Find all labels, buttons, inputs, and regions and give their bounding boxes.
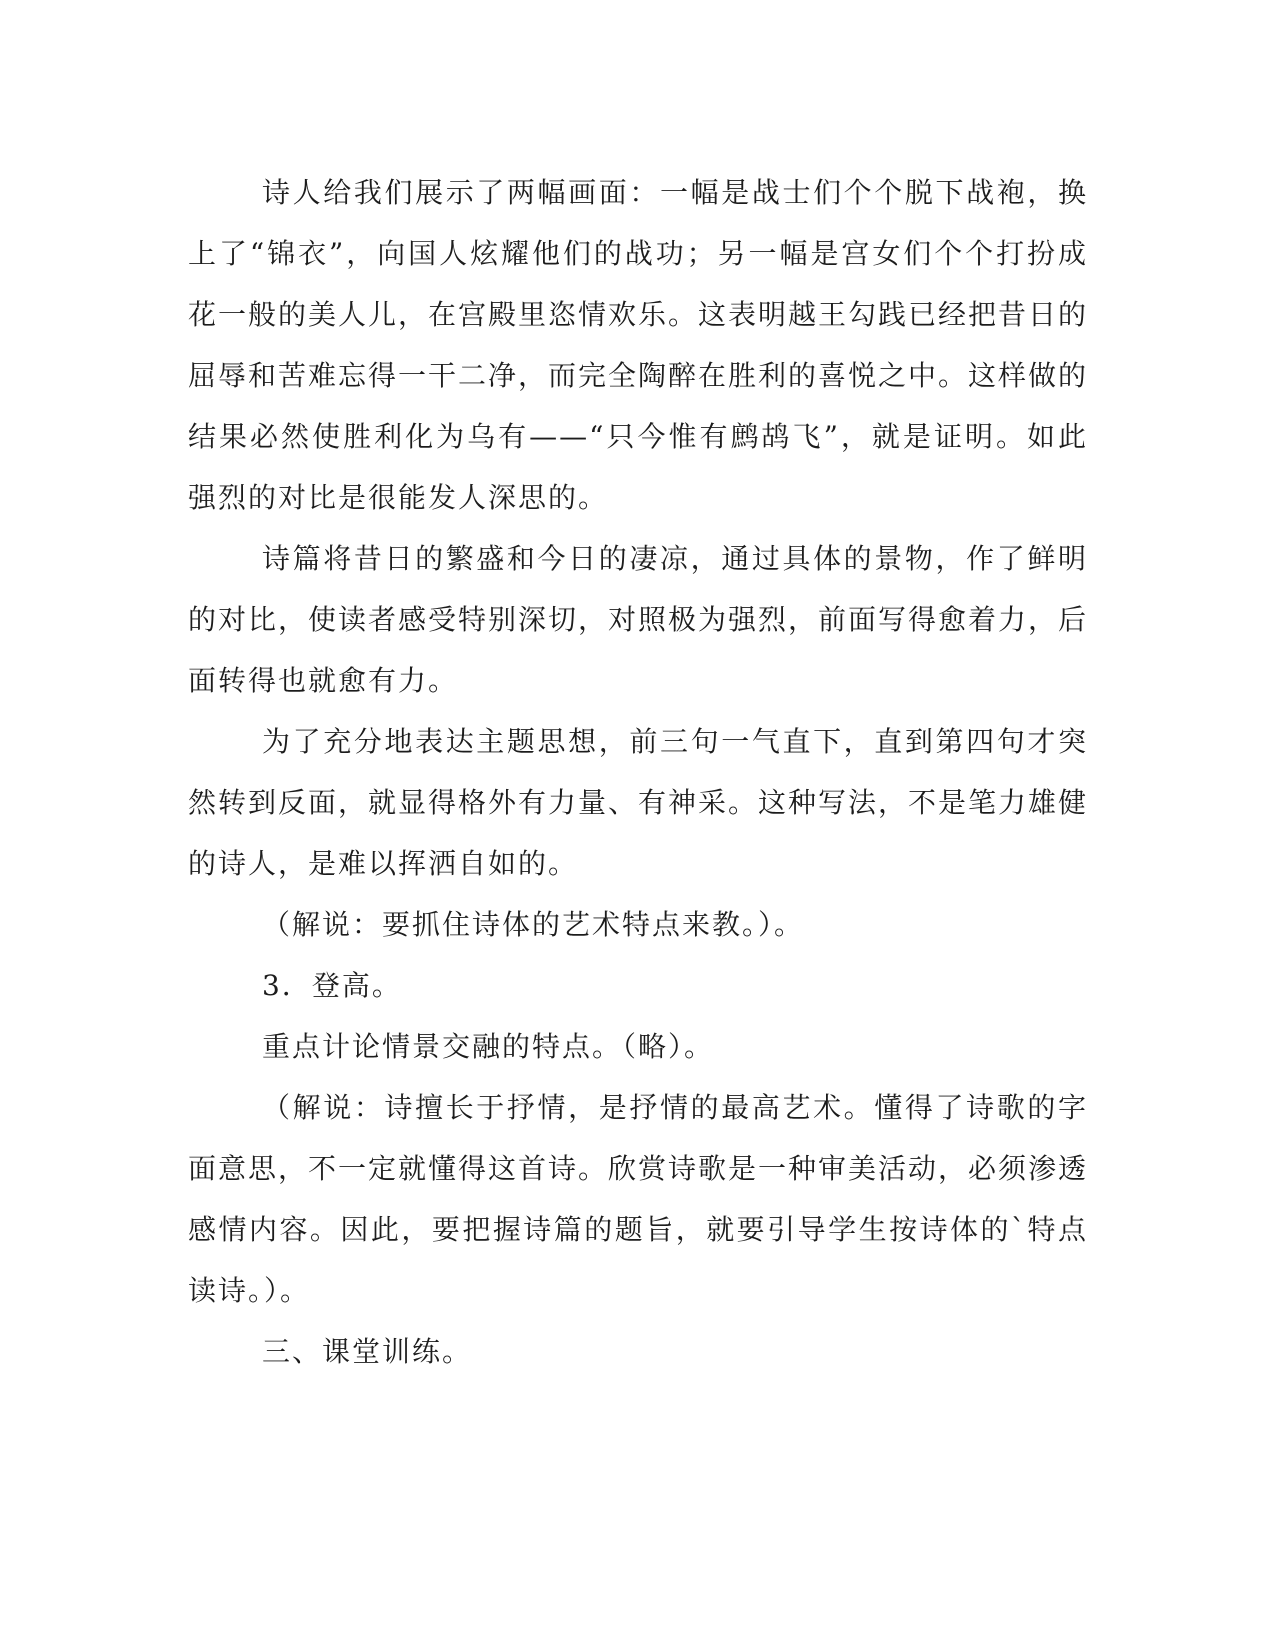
paragraph-key-discussion: 重点计论情景交融的特点。（略）。 [262,1030,715,1063]
section-heading-classroom-training: 三、课堂训练。 [262,1335,473,1368]
document-body [188,162,1088,1382]
section-heading-denggao: 3．登高。 [262,969,402,1002]
paragraph-poem-contrast: 诗人给我们展示了两幅画面：一幅是战士们个个脱下战袍，换上了“锦衣”，向国人炫耀他们的战功；另一幅是宫女们个个打扮成花一般的美人儿，在宫殿里恣情欢乐。这表明越王勾践已经把昔日的屈辱和苦难忘得一干二净，而完全陶醉在胜利的喜悦之中。这样做的结果必然使胜利化为乌有——“只今惟有鹧鸪飞”，就是证明。如此强烈的对比是很能发人深思的。 [188,176,1089,514]
paragraph-explanation-2: （解说：诗擅长于抒情，是抒情的最高艺术。懂得了诗歌的字面意思，不一定就懂得这首诗。欣赏诗歌是一种审美活动，必须渗透感情内容。因此，要把握诗篇的题旨，就要引导学生按诗体的`特点读诗。）。 [188,1091,1089,1307]
paragraph-explanation-1: （解说：要抓住诗体的艺术特点来教。）。 [262,908,805,941]
paragraph-theme-expression: 为了充分地表达主题思想，前三句一气直下，直到第四句才突然转到反面，就显得格外有力量、有神采。这种写法，不是笔力雄健的诗人，是难以挥洒自如的。 [188,725,1089,880]
paragraph-past-present: 诗篇将昔日的繁盛和今日的凄凉，通过具体的景物，作了鲜明的对比，使读者感受特别深切，对照极为强烈，前面写得愈着力，后面转得也就愈有力。 [188,542,1089,697]
